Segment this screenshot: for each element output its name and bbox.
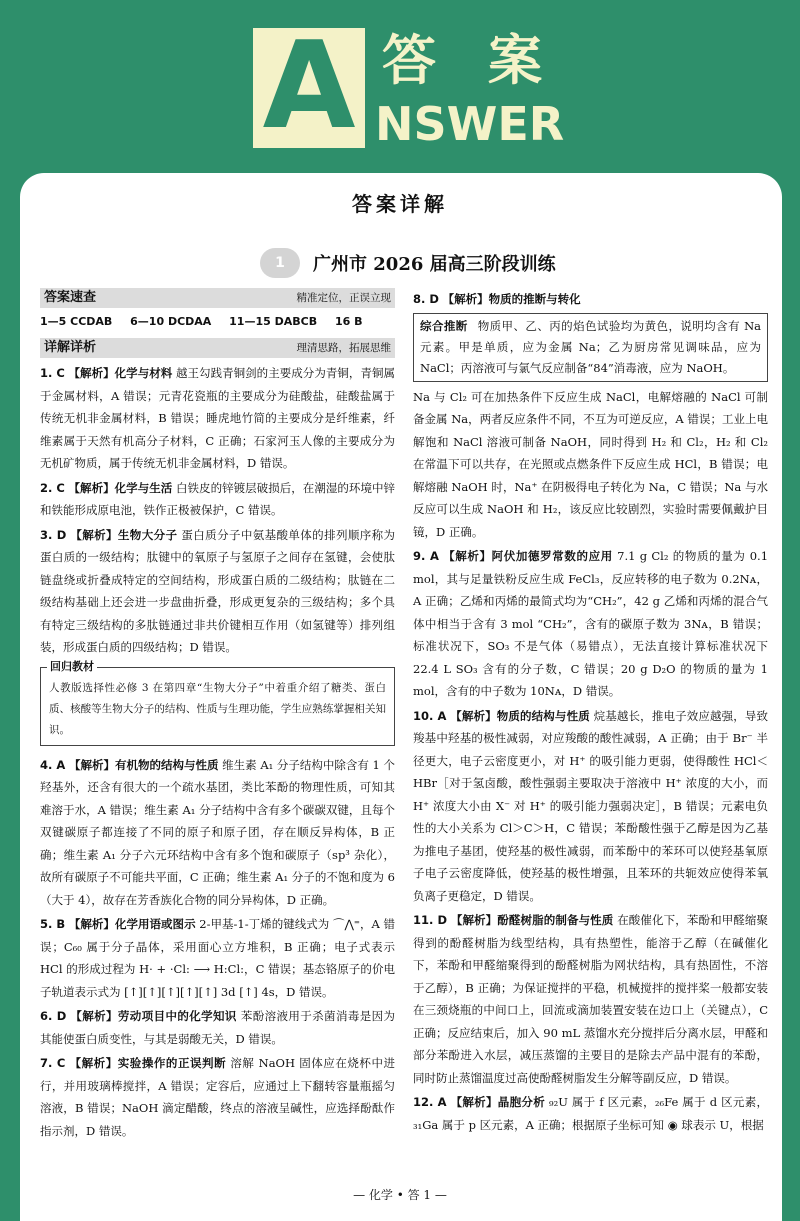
textbook-note <box>40 659 395 746</box>
title-english: NSWER <box>375 97 565 151</box>
answer-item-q8 <box>413 288 768 311</box>
answer-head: 6. D <box>40 1009 67 1023</box>
big-letter-logo: A <box>253 28 365 148</box>
analysis-tag: 【解析】物质的结构与性质 <box>450 708 590 723</box>
quick-answers-list <box>40 312 395 332</box>
answer-head: 5. B <box>40 917 66 931</box>
analysis-tag: 【解析】生物大分子 <box>70 527 178 542</box>
answer-head: 11. D <box>413 913 448 927</box>
answer-head: 7. C <box>40 1056 66 1070</box>
analysis-tag: 【解析】实验操作的正误判断 <box>69 1056 227 1070</box>
answer-item-q8b <box>413 386 768 544</box>
right-column <box>413 288 768 1138</box>
answer-item-q6 <box>40 1005 395 1050</box>
answer-group: 6—10 DCDAA <box>130 315 212 328</box>
note-text: 人教版选择性必修 3 在第四章“生物大分子”中着重介绍了糖类、蛋白质、核酸等生物大分子的结构、性质与生理功能，学生应熟练掌握相关知识。 <box>49 681 386 736</box>
analysis-tag: 【解析】劳动项目中的化学知识 <box>70 1009 237 1023</box>
analysis-tag: 【解析】阿伏加德罗常数的应用 <box>443 549 613 563</box>
answer-head: 12. A <box>413 1095 447 1109</box>
analysis-text: 苯酚溶液用于杀菌消毒是因为其能使蛋白质变性，与其是弱酸无关，D 错误。 <box>40 1009 396 1046</box>
answer-item-q11 <box>413 909 768 1089</box>
answer-item-q7 <box>40 1052 395 1142</box>
answer-item-q1 <box>40 362 395 475</box>
analysis-text: 在酸催化下，苯酚和甲醛缩聚得到的酚醛树脂为线型结构，具有热塑性，能溶于乙醇（在碱催化下，苯酚和甲醛缩聚得到的酚醛树脂为网状结构，具有热固性，不溶于乙醇），B 正确；为保证搅拌的平稳，机械搅拌的搅拌桨一般都安装在三颈烧瓶的中间口上，回流或滴加装置安装在边口上（关键点），C 正确；反应结束后，加入 90 mL 蒸馏水充分搅拌后分离水层，甲醛和部分苯酚进入水层，减压蒸馏的主要目的是除去产品中混有的苯酚，同时防止蒸馏温度过高使酚醛树脂发生分解等副反应，D 错误。 <box>413 913 769 1085</box>
analysis-text: 蛋白质分子中氨基酸单体的排列顺序称为蛋白质的一级结构；肽键中的氧原子与氢原子之间存在氢键，会使肽链盘绕或折叠成特定的空间结构，形成蛋白质的二级结构；肽链在二级结构基础上还会进一步盘曲折叠，形成更复杂的三级结构；多个具有特定三级结构的多肽链通过非共价键相互作用（如氢键等）排列组装，形成蛋白质的四级结构；D 错误。 <box>40 527 396 654</box>
answer-item-q5 <box>40 913 395 1003</box>
page-footer: — 化学 • 答 1 — <box>353 1188 447 1202</box>
analysis-tag: 【解析】物质的推断与转化 <box>442 292 581 306</box>
analysis-text: 2-甲基-1-丁烯的键线式为 ⌒⋀⁼，A 错误；C₆₀ 属于分子晶体，采用面心立方堆积，B 正确；电子式表示 HCl 的形成过程为 H· + ·Cl: ⟶ H:Cl:，C 错误；基态铬原子的价电子轨道表示式为 [↑][↑][↑][↑][↑] 3d [↑] 4s，D 错误。 <box>40 917 396 999</box>
analysis-text: 烷基越长，推电子效应越强，导致羧基中羟基的极性减弱，对应羧酸的酸性减弱，A 正确；由于 Br⁻ 半径更大，电子云密度更小，对 H⁺ 的吸引能力更弱，使得酸性 HCl＜HBr［对于氢卤酸，酸性强弱主要取决于溶液中 H⁺ 浓度的大小，而 H⁺ 浓度大小由 X⁻ 对 H⁺ 的吸引能力强弱决定］，B 错误；元素电负性的大小关系为 Cl＞C＞H，C 错误；苯酚酸性强于乙醇是因为乙基为推电子基团，使羟基的极性减弱，而苯酚中的苯环可以使羟基氧原子电子云密度降低，使羟基的极性增强，且苯环的共轭效应使得苯氧负离子更稳定，D 错误。 <box>413 708 769 903</box>
note-title: 回归教材 <box>47 658 97 676</box>
analysis-text: Na 与 Cl₂ 可在加热条件下反应生成 NaCl，电解熔融的 NaCl 可制备金属 Na，两者反应条件不同，不互为可逆反应，A 错误；工业上电解饱和 NaCl 溶液可制备 NaOH，同时得到 H₂ 和 Cl₂，H₂ 和 Cl₂ 在常温下可以共存，在光照或点燃条件下反应生成 HCl，B 错误；电解熔融 NaOH 时，Na⁺ 在阴极得电子转化为 Na，C 错误；Na 与水反应可以生成 NaOH 和 H₂，该反应比较剧烈，实验时需要佩戴护目镜，D 正确。 <box>413 389 768 539</box>
inference-box-text: 物质甲、乙、丙的焰色试验均为黄色，说明均含有 Na 元素。甲是单质，应为金属 Na；乙为厨房常见调味品，应为 NaCl；丙溶液可与氯气反应制备“84”消毒液，应为 NaOH。 <box>420 318 762 375</box>
inference-box-title: 综合推断 <box>420 318 468 333</box>
answer-item-q9 <box>413 545 768 703</box>
answer-item-q12 <box>413 1091 768 1136</box>
title-chinese: 答案 <box>382 29 594 92</box>
answer-head: 1. C <box>40 366 65 380</box>
answer-head: 10. A <box>413 708 447 723</box>
analysis-tag: 【解析】有机物的结构与性质 <box>68 757 219 772</box>
header-banner <box>0 0 800 185</box>
analysis-tag: 【解析】酚醛树脂的制备与性质 <box>450 913 614 927</box>
analysis-tag: 【解析】化学与生活 <box>68 480 173 495</box>
analysis-text: 7.1 g Cl₂ 的物质的量为 0.1 mol，其与足量铁粉反应生成 FeCl₃，反应转移的电子数为 0.2Nᴀ，A 正确；乙烯和丙烯的最简式均为“CH₂”，42 g 乙烯和丙烯的混合气体中相当于含有 3 mol “CH₂”，含有的碳原子数为 3Nᴀ，B 错误；标准状况下，SO₃ 不是气体（易错点），无法直接计算标准状况下 22.4 L SO₃ 含有的分子数，C 错误；20 g D₂O 的物质的量为 1 mol，含有的中子数为 10Nᴀ，D 错误。 <box>413 549 769 698</box>
analysis-text: 溶解 NaOH 固体应在烧杯中进行，并用玻璃棒搅拌，A 错误；定容后，应通过上下翻转容量瓶摇匀溶液，B 错误；NaOH 滴定醋酸，终点的溶液呈碱性，应选择酚酞作指示剂，D 错误。 <box>40 1056 396 1138</box>
detail-label: 详解详析 <box>44 340 97 355</box>
exam-title: 广州市 2026 届高三阶段训练 <box>313 254 556 275</box>
answer-group: 11—15 DABCB <box>229 315 318 328</box>
analysis-tag: 【解析】化学用语或图示 <box>68 917 196 931</box>
quick-answers-slogan: 精准定位，正误立现 <box>296 292 391 304</box>
detail-bar <box>40 338 395 358</box>
quick-answers-label: 答案速查 <box>44 290 97 305</box>
exam-number-badge: 1 <box>260 248 300 278</box>
answer-group: 1—5 CCDAB <box>40 315 113 328</box>
answer-item-q10 <box>413 705 768 908</box>
analysis-tag: 【解析】晶胞分析 <box>450 1095 546 1109</box>
analysis-text: 维生素 A₁ 分子结构中除含有 1 个羟基外，还含有很大的一个疏水基团，类比苯酚的物理性质，可知其难溶于水，A 错误；维生素 A₁ 分子结构中含有多个碳碳双键，且每个双键碳原子都连接了不同的原子和原子团，存在顺反异构体，B 正确；维生素 A₁ 分子六元环结构中含有多个饱和碳原子（sp³ 杂化），故所有碳原子不可能共平面，C 正确；维生素 A₁ 分子的不饱和度为 6（大于 4），故存在芳香族化合物的同分异构体，D 正确。 <box>40 757 396 907</box>
answer-group: 16 B <box>334 315 363 328</box>
answer-head: 3. D <box>40 527 67 542</box>
answer-item-q2 <box>40 477 395 522</box>
left-column <box>40 288 395 1144</box>
answer-head: 9. A <box>413 549 439 563</box>
quick-answers-bar <box>40 288 395 308</box>
analysis-text: 越王勾践青铜剑的主要成分为青铜，青铜属于金属材料，A 错误；元青花瓷瓶的主要成分为硅酸盐，硅酸盐属于传统无机非金属材料，B 错误；睡虎地竹简的主要成分是纤维素，纤维素属于天然有机高分子材料，C 正确；石家河玉人像的主要成分为无机矿物质，属于传统无机非金属材料，D 错误。 <box>40 366 395 470</box>
analysis-tag: 【解析】化学与材料 <box>68 366 173 380</box>
page-subtitle: 答案详解 <box>352 192 448 216</box>
answer-head: 2. C <box>40 480 65 495</box>
detail-slogan: 理清思路，拓展思维 <box>296 342 391 354</box>
answer-head: 4. A <box>40 757 66 772</box>
analysis-text: ₉₂U 属于 f 区元素，₂₆Fe 属于 d 区元素，₃₁Ga 属于 p 区元素，A 正确；根据原子坐标可知 ◉ 球表示 U，根据 <box>413 1095 769 1132</box>
inference-box <box>413 313 768 382</box>
answer-head: 8. D <box>413 292 439 306</box>
answer-item-q3 <box>40 524 395 659</box>
analysis-text: 白铁皮的锌镀层破损后，在潮湿的环境中锌和铁能形成原电池，铁作正极被保护，C 错误。 <box>40 480 395 517</box>
answer-item-q4 <box>40 754 395 912</box>
